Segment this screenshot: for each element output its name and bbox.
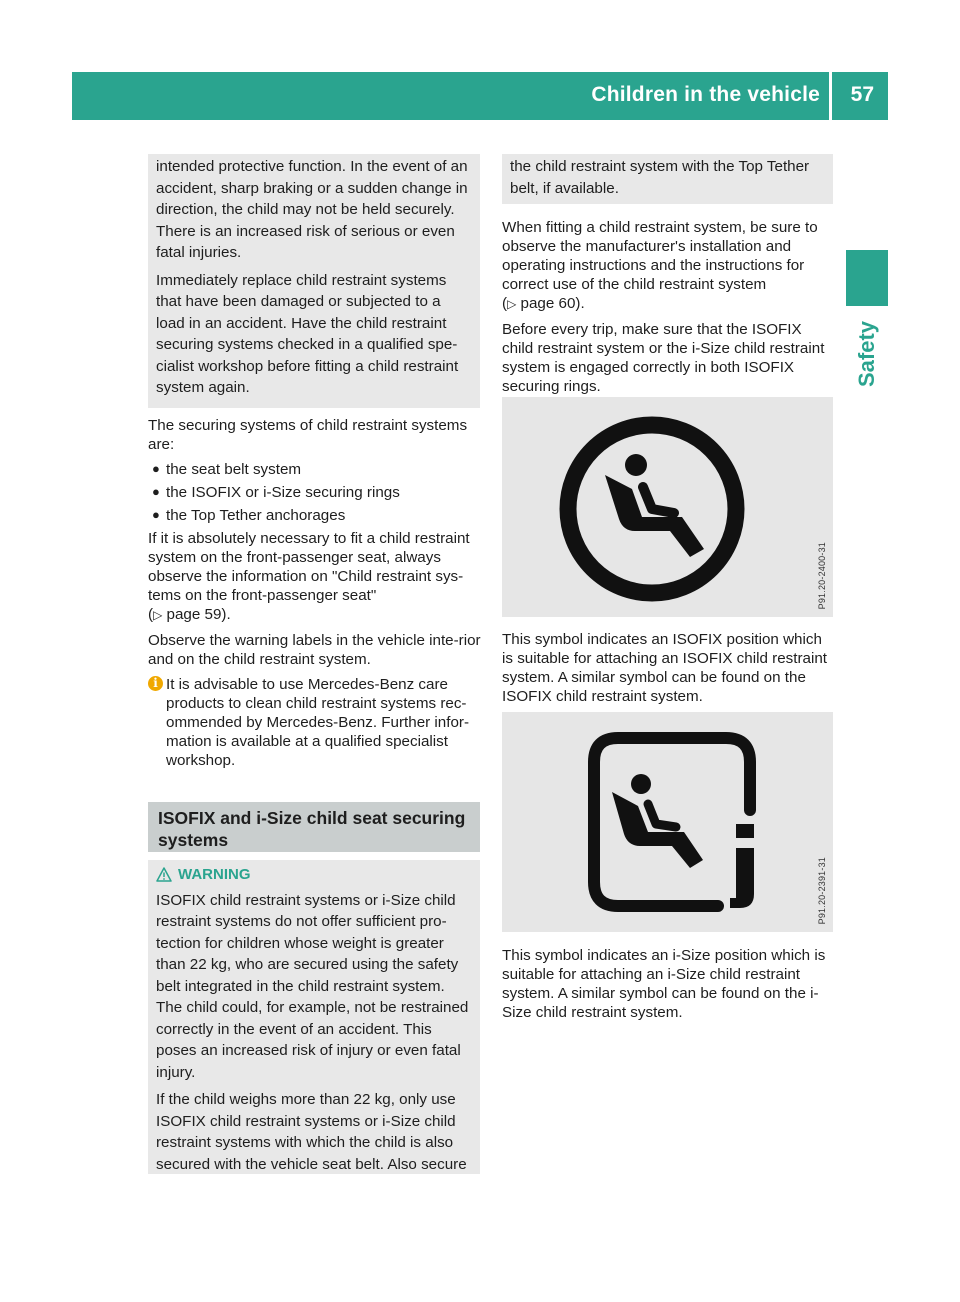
left-body [148, 416, 482, 776]
warning-paragraph: Immediately replace child restraint systems that have been damaged or subjected to a load in an accident. Have the child restraint securing systems checked in a qualified spe-cialist workshop before fitting a child restraint system again. [156, 271, 459, 396]
header-bar [72, 72, 888, 120]
bullet-list [148, 460, 482, 525]
isize-symbol-figure [502, 712, 833, 932]
front-seat-paragraph: If it is absolutely necessary to fit a child restraint system on the front-passenger seat, always observe the information on "Child restraint sys-tems on the front-passenger seat" (▷ page 59). [148, 530, 470, 623]
list-item: ● the ISOFIX or i-Size securing rings [152, 484, 400, 501]
bullet-icon: ● [152, 461, 160, 476]
page-number: 57 [850, 83, 874, 106]
reference-arrow-icon: ▷ [153, 608, 163, 622]
isofix-symbol-icon [502, 397, 833, 617]
warning-triangle-icon [156, 867, 172, 882]
right-body-top [502, 218, 836, 402]
caption-1: This symbol indicates an ISOFIX position which is suitable for attaching an ISOFIX child restraint system. A similar symbol can be found on the ISOFIX child restraint system. [502, 631, 827, 705]
header-separator [829, 72, 832, 120]
figure-code: P91.20-2391-31 [817, 856, 827, 924]
caption-2: This symbol indicates an i-Size position which is suitable for attaching an i-Size child restraint system. A similar symbol can be found on the i-Size child restraint system. [502, 947, 826, 1021]
list-item: ● the Top Tether anchorages [152, 507, 346, 524]
section-tab-label-box [842, 314, 892, 394]
bullet-icon: ● [152, 507, 160, 522]
warning-paragraph: intended protective function. In the event of an accident, sharp braking or a sudden change in direction, the child may not be held securely. There is an increased risk of serious or even fatal injuries. [156, 158, 468, 261]
trip-paragraph: Before every trip, make sure that the ISOFIX child restraint system or the i-Size child restraint system is engaged correctly in both ISOFIX securing rings. [502, 321, 825, 395]
warning-paragraph: the child restraint system with the Top Tether belt, if available. [510, 158, 810, 197]
list-item: ● the seat belt system [152, 461, 302, 478]
info-note: i It is advisable to use Mercedes-Benz care products to clean child restraint systems rec-ommended by Mercedes-Benz. Further infor-mation is available at a qualified specialist workshop. [148, 675, 482, 770]
chapter-title: Children in the vehicle [591, 83, 820, 106]
isofix-symbol-figure [502, 397, 833, 617]
info-icon: i [148, 676, 163, 691]
isize-symbol-icon [502, 712, 833, 932]
section-heading: ISOFIX and i-Size child seat securing systems [148, 802, 480, 852]
figure-code: P91.20-2400-31 [817, 541, 827, 609]
warning-panel [148, 860, 480, 1174]
page-reference-link[interactable]: page 60). [520, 295, 585, 312]
section-tab-label: Safety [854, 320, 879, 388]
warning-title: WARNING [156, 864, 472, 886]
page-reference-link[interactable]: page 59). [166, 606, 231, 623]
section-tab[interactable] [846, 250, 888, 306]
reference-arrow-icon: ▷ [507, 297, 517, 311]
intro-paragraph: The securing systems of child restraint systems are: [148, 417, 468, 453]
fitting-paragraph: When fitting a child restraint system, be sure to observe the manufacturer's installation and operating instructions and the instructions for correct use of the child restraint system (▷ page 60). [502, 219, 818, 312]
warning-paragraph: ISOFIX child restraint systems or i-Size child restraint systems do not offer sufficient pro-tection for children whose weight is greater than 22 kg, who are secured using the safety belt integrated in the child restraint system. The child could, for example, not be restrained correctly in the event of an accident. This poses an increased risk of injury or even fatal injury. [156, 891, 469, 1081]
warning-continued-panel [148, 154, 480, 408]
warning-continued-panel-right [502, 154, 833, 204]
bullet-icon: ● [152, 484, 160, 499]
warning-paragraph: If the child weighs more than 22 kg, only use ISOFIX child restraint systems or i-Size child restraint systems with which the child is also secured with the vehicle seat belt. Also secure [156, 1091, 467, 1173]
labels-paragraph: Observe the warning labels in the vehicle inte-rior and on the child restraint system. [148, 632, 481, 668]
